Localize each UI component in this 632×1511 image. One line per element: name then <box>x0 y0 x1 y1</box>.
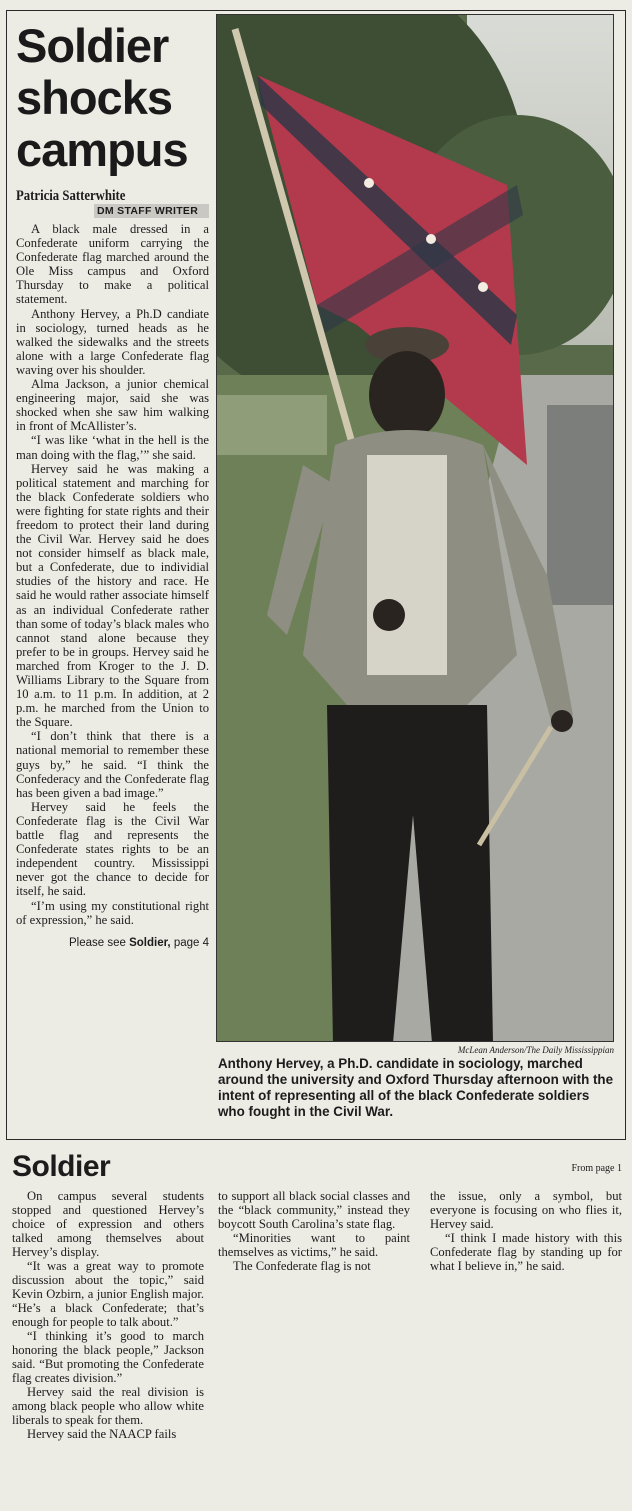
article-paragraph: Hervey said he was making a political statement and marching for the black Confederate soldiers who were fighting for state rights and their freedom to protect their land during the Civil War. Hervey said he does not consider himself as black male, but a Confederate, due to individial studies of the history and race. He said he would rather associate himself as an individual Confederate rather than some of today’s black males who cannot stand alone because they prefer to be in groups. Hervey said he marched from Kroger to the J. D. Williams Library to the Square from 10 a.m. to 11 p.m. In addition, at 2 p.m. he marched from the Union to the Square. <box>16 461 209 730</box>
article-paragraph: “I’m using my constitutional right of expression,” he said. <box>16 898 209 927</box>
photo-caption: Anthony Hervey, a Ph.D. candidate in sociology, marched around the university and Oxford Thursday afternoon with the intent of representing all of the black Confederate soldiers who fought in the Civil War. <box>218 1056 614 1119</box>
headline <box>16 20 209 176</box>
continuation-column-1 <box>12 1189 204 1441</box>
continuation-paragraph: “I think I made history with this Confederate flag by standing up for what I believe in,” he said. <box>430 1231 622 1273</box>
byline-name: Patricia Satterwhite <box>16 188 126 204</box>
photo-credit: McLean Anderson/The Daily Mississippian <box>457 1045 614 1055</box>
news-photo <box>216 14 614 1042</box>
headline-line-3: campus <box>16 123 188 176</box>
continuation-paragraph: On campus several students stopped and questioned Hervey’s choice of expression and others talked among themselves about Hervey’s display. <box>12 1189 204 1259</box>
headline-line-1: Soldier <box>16 19 169 72</box>
byline <box>16 188 209 218</box>
article-column <box>16 14 209 949</box>
jump-prefix: Please see <box>68 936 130 949</box>
continuation-paragraph: “I thinking it’s good to march honoring the black people,” Jackson said. “But promoting the Confederate flag creates division.” <box>12 1329 204 1385</box>
from-page-label: From page 1 <box>571 1163 622 1174</box>
article-paragraph: A black male dressed in a Confederate uniform carrying the Confederate flag marched around the Ole Miss campus and Oxford Thursday to make a political statement. <box>16 222 209 307</box>
continuation-paragraph: Hervey said the real division is among black people who allow white liberals to speak for them. <box>12 1385 204 1427</box>
article-body <box>16 222 209 927</box>
continuation-paragraph: “Minorities want to paint themselves as victims,” he said. <box>218 1231 410 1259</box>
headline-line-2: shocks <box>16 71 172 124</box>
jump-suffix: page 4 <box>170 936 209 949</box>
article-paragraph: Anthony Hervey, a Ph.D candiate in sociology, turned heads as he walked the sidewalks and the streets alone with a large Confederate flag waving over his shoulder. <box>16 306 209 377</box>
byline-role: DM STAFF WRITER <box>94 204 209 218</box>
continuation-headline: Soldier <box>12 1150 111 1183</box>
continuation-paragraph: “It was a great way to promote discussion about the topic,” said Kevin Ozbirn, a junior English major. “He’s a black Confederate; that’s enough for people to talk about.” <box>12 1259 204 1329</box>
photo-illustration <box>217 15 614 1042</box>
article-paragraph: “I was like ‘what in the hell is the man doing with the flag,’” she said. <box>16 433 209 462</box>
continuation-paragraph: The Confederate flag is not <box>233 1259 371 1273</box>
continuation-paragraph: the issue, only a symbol, but everyone is focusing on who flies it, Hervey said. <box>430 1189 622 1231</box>
continuation-column-3 <box>430 1189 622 1273</box>
article-paragraph: Alma Jackson, a junior chemical engineering major, said she was shocked when she saw him walking in front of McAllister’s. <box>16 377 209 434</box>
jump-reference[interactable] <box>16 937 209 949</box>
article-paragraph: “I don’t think that there is a national memorial to remember these guys by,” he said. “I think the Confederacy and the Confederate flag has been given a bad image.” <box>16 729 209 800</box>
continuation-paragraph: Hervey said the NAACP fails <box>27 1427 177 1441</box>
continuation-paragraph: to support all black social classes and the “black community,” instead they boycott South Carolina’s state flag. <box>218 1189 410 1231</box>
continuation-column-2 <box>218 1189 410 1273</box>
jump-word: Soldier, <box>129 936 171 949</box>
article-paragraph: Hervey said he feels the Confederate flag is the Civil War battle flag and represents the Confederate states rights to be an independent country. Mississippi never got the chance to decide for itself, he said. <box>16 799 209 899</box>
